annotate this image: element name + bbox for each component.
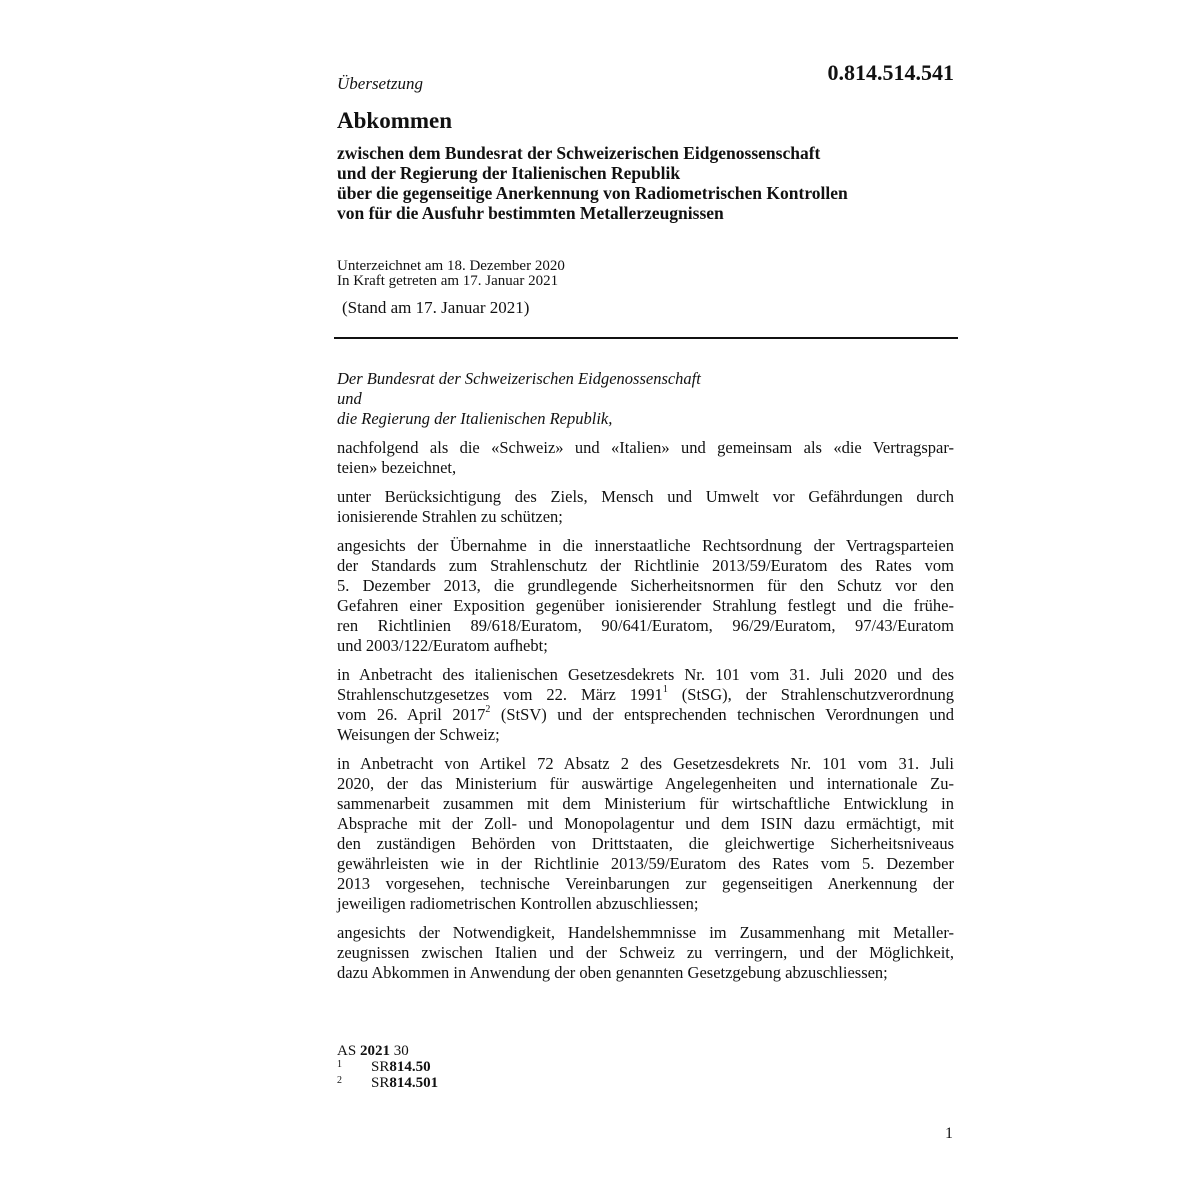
preamble-paragraph: [337, 754, 954, 914]
text-line: 2013 vorgesehen, technische Vereinbarungen zur gegenseitigen Anerkennung der: [337, 874, 954, 893]
text-line: zeugnissen zwischen Italien und der Schweiz zu verringern, und der Möglichkeit,: [337, 943, 954, 962]
text-line: Gefahren einer Exposition gegenüber ionisierender Strahlung festlegt und die frühe-: [337, 596, 954, 615]
text-line: [337, 705, 954, 725]
footnote-number: 2: [337, 1075, 342, 1086]
party-line: und: [337, 389, 362, 408]
text-line: den zuständigen Behörden von Drittstaaten, die gleichwertige Sicherheitsniveaus: [337, 834, 954, 853]
document-title: Abkommen: [337, 108, 453, 133]
translation-label: Übersetzung: [337, 74, 423, 93]
text-span: Strahlenschutzgesetzes vom 22. März 1991: [337, 685, 663, 704]
page-number: 1: [945, 1125, 953, 1142]
text-line: ren Richtlinien 89/618/Euratom, 90/641/Euratom, 96/29/Euratom, 97/43/Euratom: [337, 616, 954, 635]
text-line: jeweiligen radiometrischen Kontrollen abzuschliessen;: [337, 894, 699, 913]
preamble-paragraph: [337, 536, 954, 656]
footnote-reference[interactable]: 1: [662, 684, 668, 695]
as-year: 2021: [359, 1043, 390, 1059]
subtitle-line: und der Regierung der Italienischen Republik: [337, 163, 681, 183]
sr-number: 0.814.514.541: [827, 60, 954, 85]
date-block: [337, 259, 565, 289]
text-line: gewährleisten wie in der Richtlinie 2013/59/Euratom des Rates vom 5. Dezember: [337, 854, 954, 873]
text-line: sammenarbeit zusammen mit dem Ministerium für wirtschaftliche Entwicklung in: [337, 794, 954, 813]
signed-date: Unterzeichnet am 18. Dezember 2020: [337, 258, 565, 274]
text-line: 5. Dezember 2013, die grundlegende Sicherheitsnormen für den Schutz vor den: [337, 576, 954, 595]
footnote: [337, 1059, 438, 1075]
text-line: Weisungen der Schweiz;: [337, 725, 500, 744]
status-date: (Stand am 17. Januar 2021): [342, 298, 530, 317]
footnote: [337, 1075, 438, 1091]
footnote-number: 1: [337, 1059, 342, 1070]
text-line: nachfolgend als die «Schweiz» und «Italien» und gemeinsam als «die Vertragspar-: [337, 438, 954, 457]
text-span: vom 26. April 2017: [337, 705, 486, 724]
horizontal-rule: [334, 337, 958, 339]
preamble-paragraph: [337, 487, 954, 527]
preamble-paragraph: [337, 665, 954, 745]
contracting-parties: [337, 369, 701, 429]
text-span: (StSV) und der entsprechenden technischen Verordnungen und: [490, 705, 954, 724]
text-line: in Anbetracht des italienischen Gesetzesdekrets Nr. 101 vom 31. Juli 2020 und des: [337, 665, 954, 684]
text-line: dazu Abkommen in Anwendung der oben genannten Gesetzgebung abzuschliessen;: [337, 963, 888, 982]
as-page: 30: [389, 1043, 409, 1059]
footnote-ref: 814.501: [389, 1075, 439, 1091]
text-line: angesichts der Notwendigkeit, Handelshemmnisse im Zusammenhang mit Metaller-: [337, 923, 954, 942]
text-line: angesichts der Übernahme in die innerstaatliche Rechtsordnung der Vertragsparteien: [337, 536, 954, 555]
text-line: unter Berücksichtigung des Ziels, Mensch und Umwelt vor Gefährdungen durch: [337, 487, 954, 506]
text-line: 2020, der das Ministerium für auswärtige Angelegenheiten und internationale Zu-: [337, 774, 954, 793]
as-prefix: AS: [337, 1043, 360, 1059]
footnote-prefix: SR: [371, 1075, 390, 1091]
text-line: Absprache mit der Zoll- und Monopolagentur und dem ISIN dazu ermächtigt, mit: [337, 814, 954, 833]
document-subtitle: [337, 143, 977, 223]
subtitle-line: von für die Ausfuhr bestimmten Metallerzeugnissen: [337, 203, 724, 223]
text-line: der Standards zum Strahlenschutz der Richtlinie 2013/59/Euratom des Rates vom: [337, 556, 954, 575]
text-span: (StSG), der Strahlenschutzverordnung: [667, 685, 954, 704]
in-force-date: In Kraft getreten am 17. Januar 2021: [337, 273, 559, 289]
preamble: [337, 438, 954, 992]
subtitle-line: zwischen dem Bundesrat der Schweizerischen Eidgenossenschaft: [337, 143, 821, 163]
text-line: [337, 685, 954, 705]
footnote-reference[interactable]: 2: [485, 704, 491, 715]
text-line: teien» bezeichnet,: [337, 458, 457, 477]
footnote-prefix: SR: [371, 1059, 390, 1075]
party-line: die Regierung der Italienischen Republik,: [337, 409, 613, 428]
preamble-paragraph: [337, 923, 954, 983]
footnote-ref: 814.50: [389, 1059, 431, 1075]
subtitle-line: über die gegenseitige Anerkennung von Radiometrischen Kontrollen: [337, 183, 848, 203]
text-line: in Anbetracht von Artikel 72 Absatz 2 des Gesetzesdekrets Nr. 101 vom 31. Juli: [337, 754, 954, 773]
text-line: und 2003/122/Euratom aufhebt;: [337, 636, 548, 655]
preamble-paragraph: [337, 438, 954, 478]
text-line: ionisierende Strahlen zu schützen;: [337, 507, 563, 526]
party-line: Der Bundesrat der Schweizerischen Eidgenossenschaft: [337, 369, 701, 388]
footnotes: [337, 1043, 438, 1091]
official-compilation-ref: [337, 1043, 438, 1059]
